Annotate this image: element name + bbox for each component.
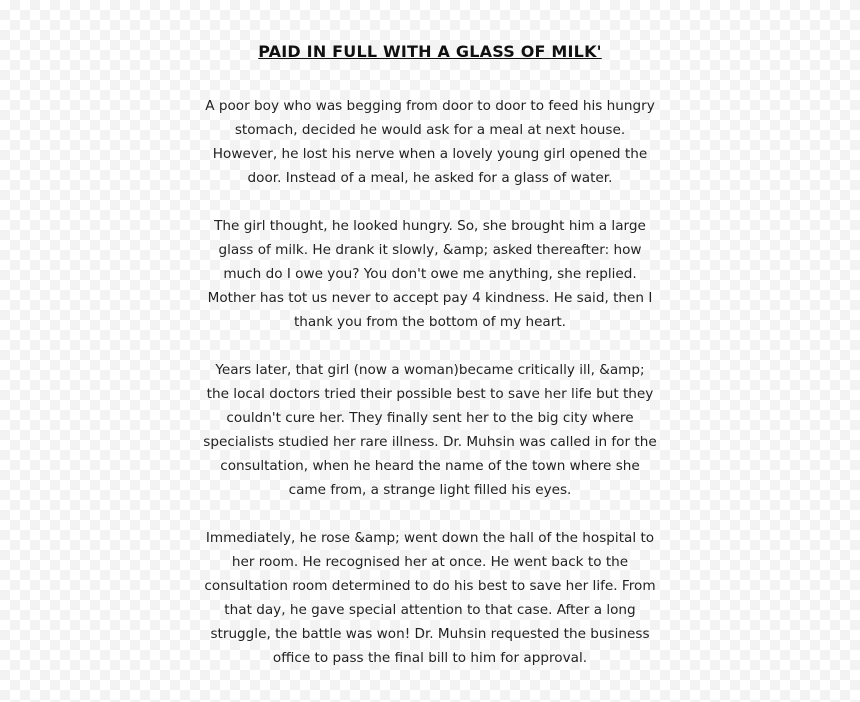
- paragraph-3: Years later, that girl (now a woman)became critically ill, &amp; the local doctors tried their possible best to save her life but they couldn't cure her. They finally sent her to the big city where specialists studied her rare illness. Dr. Muhsin was called in for the consultation, when he heard the name of the town where she came from, a strange light filled his eyes.: [203, 362, 657, 498]
- paragraph-1: A poor boy who was begging from door to door to feed his hungry stomach, decided he would ask for a meal at next house. However, he lost his nerve when a lovely young girl opened the door. Instead of a meal, he asked for a glass of water.: [205, 98, 655, 186]
- document-title: PAID IN FULL WITH A GLASS OF MILK': [258, 42, 602, 61]
- document-page: [190, 40, 670, 670]
- paragraph-2: The girl thought, he looked hungry. So, she brought him a large glass of milk. He drank it slowly, &amp; asked thereafter: how much do I owe you? You don't owe me anything, she replied. Mother has tot us never to accept pay 4 kindness. He said, then I thank you from the bottom of my heart.: [207, 218, 653, 330]
- paragraph-4: Immediately, he rose &amp; went down the hall of the hospital to her room. He recognised her at once. He went back to the consultation room determined to do his best to save her life. From that day, he gave special attention to that case. After a long struggle, the battle was won! Dr. Muhsin requested the business office to pass the final bill to him for approval.: [204, 530, 656, 666]
